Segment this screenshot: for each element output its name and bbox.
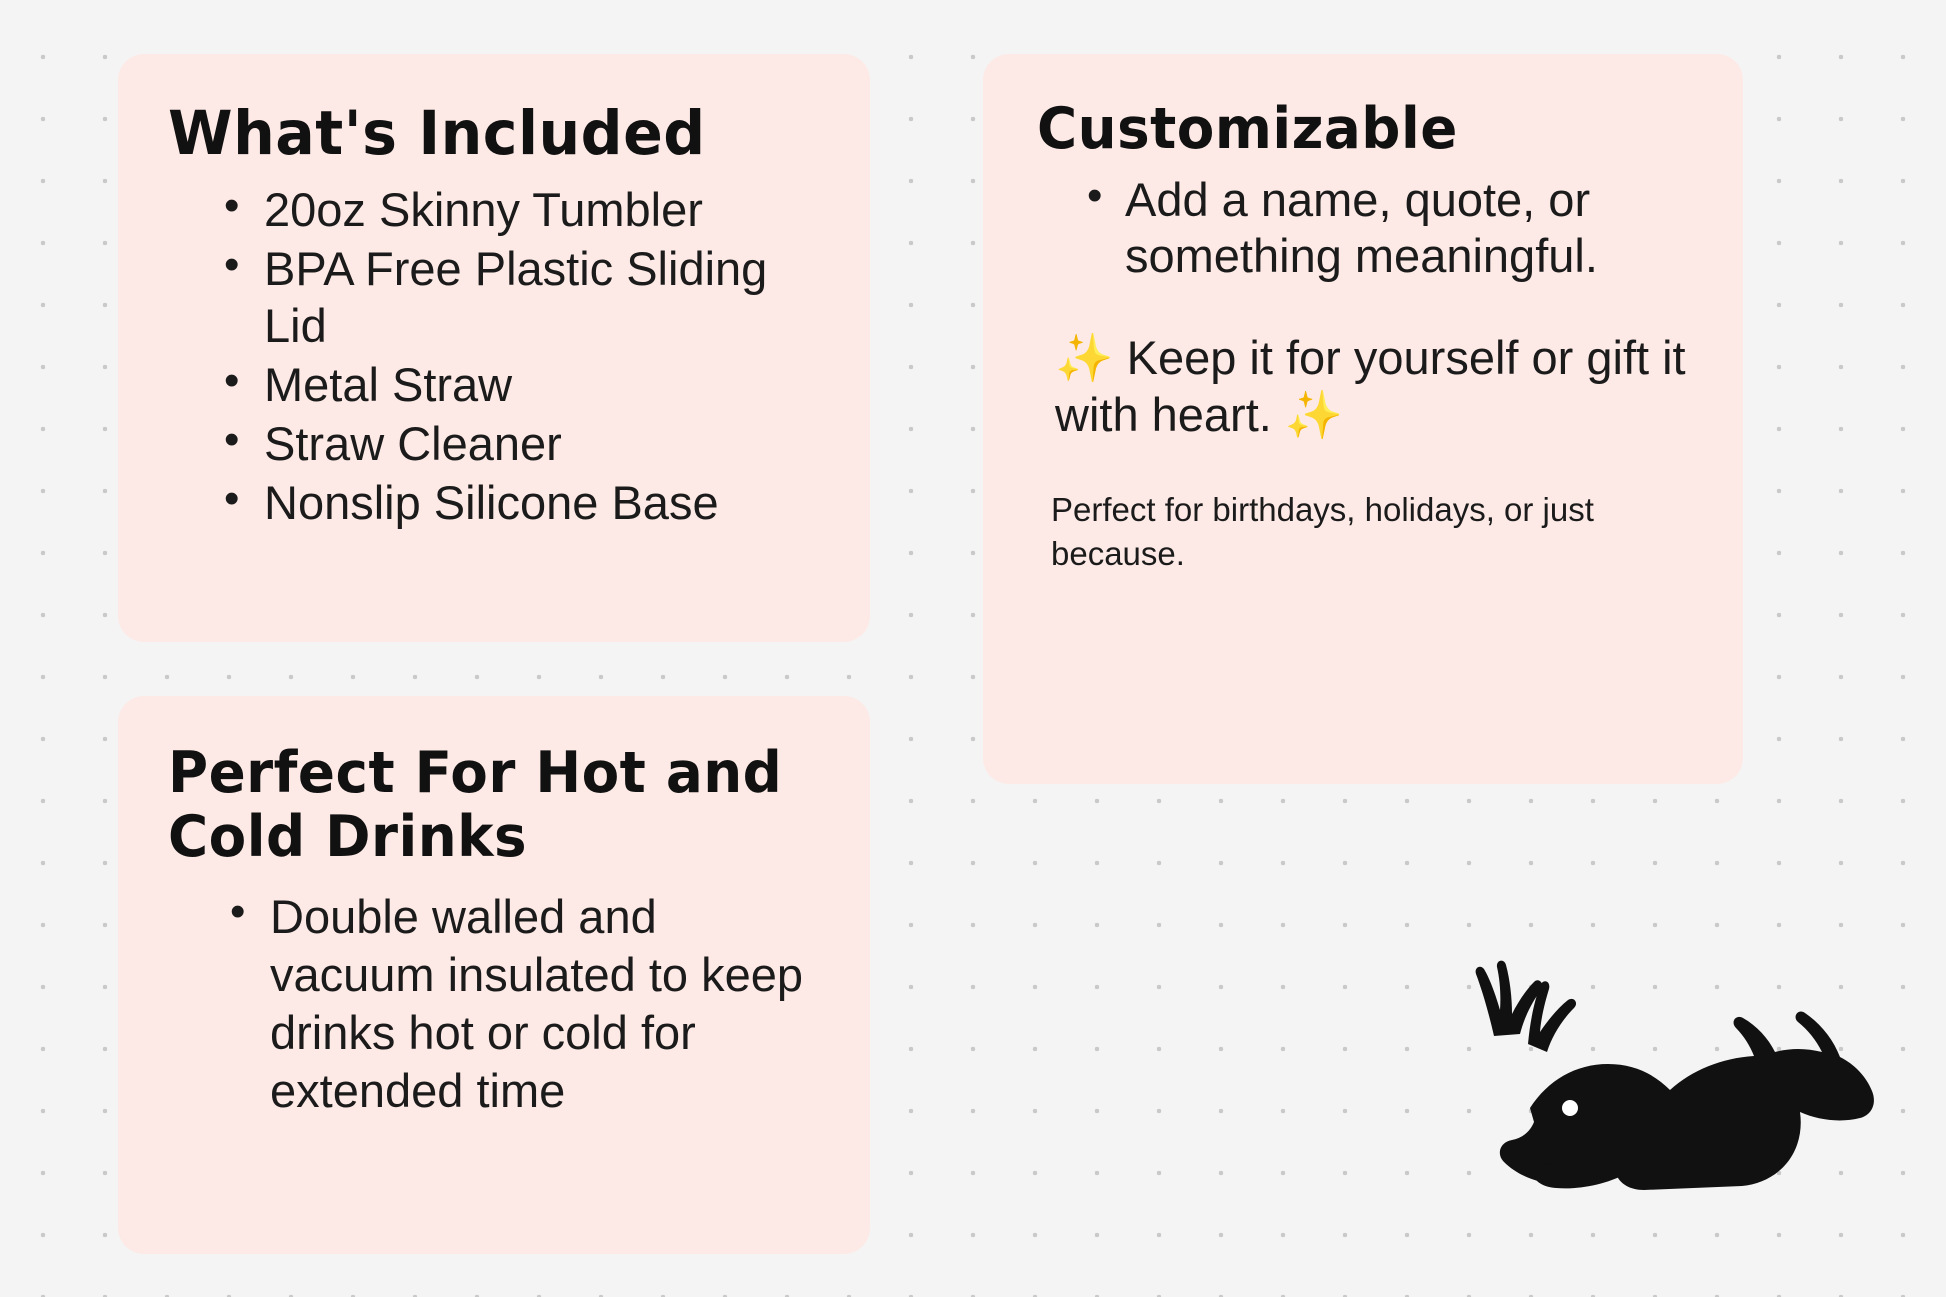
customizable-note: Perfect for birthdays, holidays, or just because. [1051, 490, 1594, 572]
card-perfect-for-hot-and-cold-drinks [118, 696, 870, 1254]
list-customizable [1065, 172, 1699, 285]
card-title-whats-included: What's Included [168, 98, 706, 169]
sparkle-icon-right: ✨ [1284, 388, 1344, 442]
list-item: • Straw Cleaner [202, 416, 830, 473]
list-hot-and-cold [208, 888, 830, 1120]
customizable-highlight-text: Keep it for yourself or gift it with heart. [1055, 331, 1686, 442]
list-item: • Add a name, quote, or something meaningful. [1065, 172, 1699, 285]
jackalope-icon [1430, 940, 1900, 1220]
sparkle-icon-left: ✨ [1055, 331, 1114, 385]
list-item: • BPA Free Plastic Sliding Lid [202, 241, 830, 355]
card-title-hot-and-cold: Perfect For Hot and Cold Drinks [168, 740, 783, 870]
list-item: • Nonslip Silicone Base [202, 475, 830, 532]
card-whats-included [118, 54, 870, 642]
card-customizable [983, 54, 1743, 784]
list-whats-included [202, 182, 830, 531]
list-item: • Double walled and vacuum insulated to keep drinks hot or cold for extended time [208, 888, 830, 1120]
list-item: • 20oz Skinny Tumbler [202, 182, 830, 239]
customizable-highlight [1055, 329, 1695, 444]
list-item: • Metal Straw [202, 357, 830, 414]
card-title-customizable: Customizable [1037, 96, 1458, 162]
